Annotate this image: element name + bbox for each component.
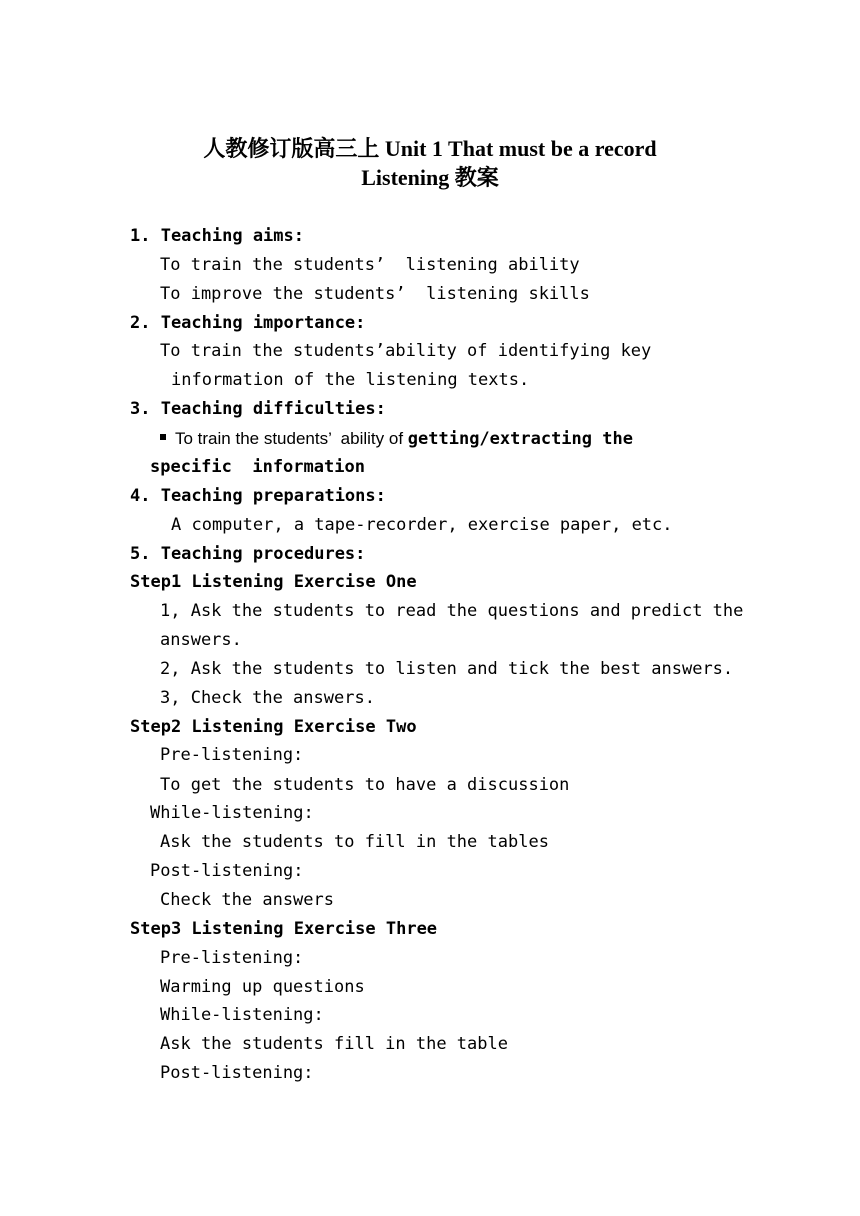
preparations-item: A computer, a tape-recorder, exercise paper, etc.: [171, 515, 673, 535]
step2-pre-text: To get the students to have a discussion: [160, 775, 570, 795]
step2-post-label: Post-listening:: [150, 861, 304, 881]
importance-item-line-2: information of the listening texts.: [171, 370, 530, 390]
step1-heading: Step1 Listening Exercise One: [130, 572, 417, 592]
difficulties-text-bold: getting/extracting the: [407, 429, 633, 449]
section-heading-aims: 1. Teaching aims:: [130, 226, 304, 246]
step3-heading: Step3 Listening Exercise Three: [130, 919, 438, 939]
aims-item-2: To improve the students’ listening skills: [160, 284, 590, 304]
step2-heading: Step2 Listening Exercise Two: [130, 717, 417, 737]
section-heading-preparations: 4. Teaching preparations:: [130, 486, 386, 506]
step2-while-text: Ask the students to fill in the tables: [160, 832, 549, 852]
step3-pre-label: Pre-listening:: [160, 948, 304, 968]
difficulties-item-line-2: specific information: [150, 457, 365, 477]
step3-post-label: Post-listening:: [160, 1063, 314, 1083]
step2-pre-label: Pre-listening:: [160, 745, 304, 765]
step3-while-text: Ask the students fill in the table: [160, 1034, 508, 1054]
section-heading-importance: 2. Teaching importance:: [130, 313, 366, 333]
square-bullet-icon: [160, 434, 166, 440]
step1-item-2: 2, Ask the students to listen and tick the best answers.: [160, 659, 734, 679]
step3-while-label: While-listening:: [160, 1005, 324, 1025]
step1-item-1-line-2: answers.: [160, 630, 242, 650]
step2-while-label: While-listening:: [150, 803, 314, 823]
section-heading-difficulties: 3. Teaching difficulties:: [130, 399, 386, 419]
aims-item-1: To train the students’ listening ability: [160, 255, 580, 275]
step1-item-1-line-1: 1, Ask the students to read the questions and predict the: [160, 601, 744, 621]
importance-item-line-1: To train the students’ability of identifying key: [160, 341, 652, 361]
difficulties-item-line-1: [160, 424, 633, 453]
document-title-line-1: 人教修订版高三上 Unit 1 That must be a record: [203, 136, 657, 161]
step1-item-3: 3, Check the answers.: [160, 688, 375, 708]
difficulties-text-regular: To train the students’ ability of: [175, 429, 408, 448]
section-heading-procedures: 5. Teaching procedures:: [130, 544, 366, 564]
document-title-line-2: Listening 教案: [361, 165, 499, 190]
step2-post-text: Check the answers: [160, 890, 334, 910]
step3-pre-text: Warming up questions: [160, 977, 365, 997]
